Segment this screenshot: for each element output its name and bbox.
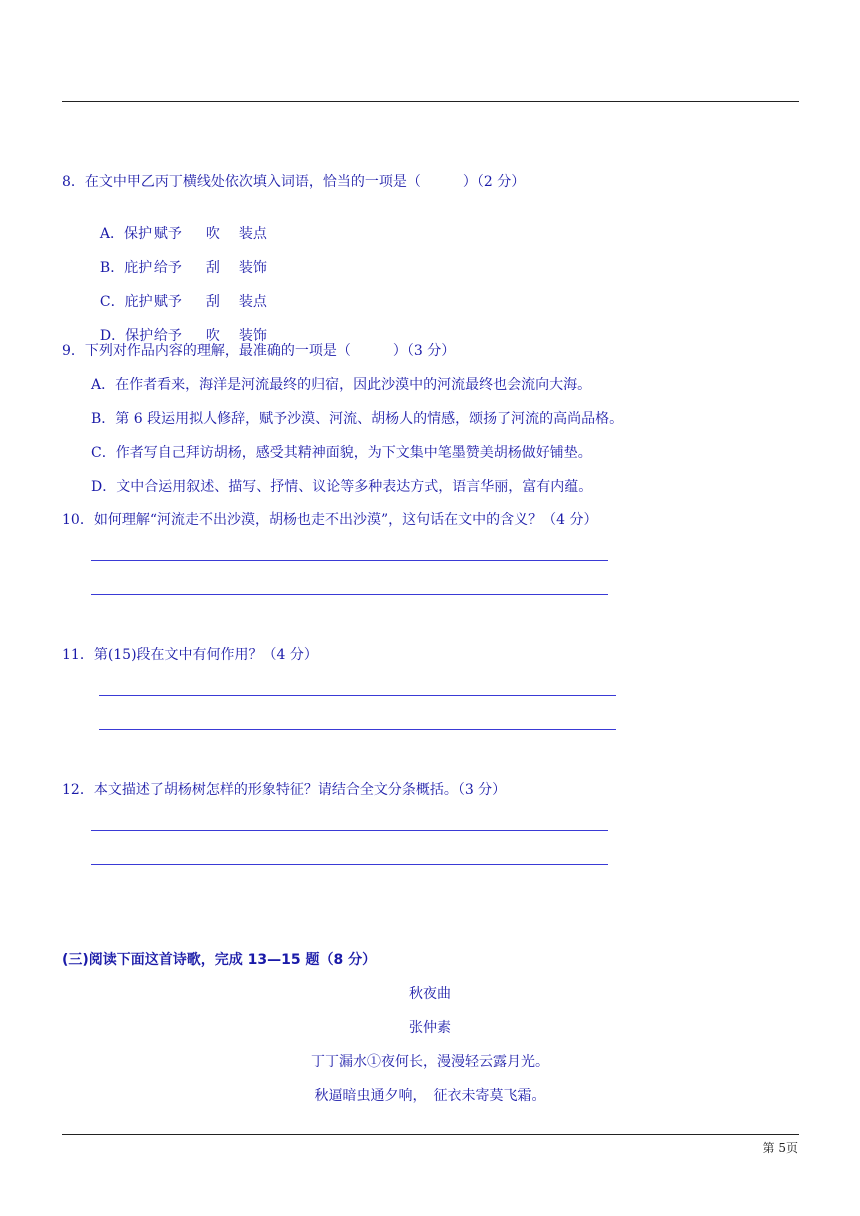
option-word: 装饰 bbox=[238, 260, 267, 276]
option-word: 装饰 bbox=[238, 328, 267, 344]
question-8-option-c[interactable] bbox=[91, 275, 267, 311]
question-11-stem: 11．第(15)段在文中有何作用？（4 分） bbox=[62, 647, 318, 663]
option-word: 装点 bbox=[238, 226, 267, 242]
poem-line-1: 丁丁漏水①夜何长，漫漫轻云露月光。 bbox=[311, 1054, 549, 1070]
answer-line[interactable] bbox=[99, 729, 616, 730]
question-8-option-a[interactable] bbox=[91, 207, 267, 243]
poem-title: 秋夜曲 bbox=[409, 986, 451, 1002]
option-word: 刮 bbox=[205, 294, 220, 310]
option-word: A．保护 bbox=[99, 226, 153, 242]
question-9-option-a[interactable]: A．在作者看来，海洋是河流最终的归宿，因此沙漠中的河流最终也会流向大海。 bbox=[91, 377, 592, 393]
answer-line[interactable] bbox=[91, 830, 608, 831]
option-word: 刮 bbox=[205, 260, 220, 276]
answer-line[interactable] bbox=[91, 864, 608, 865]
page-number: 第 5页 bbox=[762, 1141, 798, 1155]
answer-line[interactable] bbox=[91, 594, 608, 595]
footer-rule bbox=[62, 1134, 799, 1135]
question-12-stem: 12．本文描述了胡杨树怎样的形象特征？请结合全文分条概括。（3 分） bbox=[62, 782, 507, 798]
answer-line[interactable] bbox=[91, 560, 608, 561]
question-8-option-b[interactable] bbox=[91, 241, 267, 277]
question-9-option-b[interactable]: B．第 6 段运用拟人修辞，赋予沙漠、河流、胡杨人的情感，颂扬了河流的高尚品格。 bbox=[91, 411, 624, 427]
option-word: 吹 bbox=[205, 226, 220, 242]
section-heading: (三)阅读下面这首诗歌，完成 13—15 题（8 分） bbox=[62, 952, 377, 968]
option-word: D．保护 bbox=[99, 328, 154, 344]
poem-line-2: 秋逼暗虫通夕响， 征衣未寄莫飞霜。 bbox=[314, 1088, 546, 1104]
question-9-option-c[interactable]: C．作者写自己拜访胡杨，感受其精神面貌，为下文集中笔墨赞美胡杨做好铺垫。 bbox=[91, 445, 592, 461]
option-word: 给予 bbox=[153, 260, 182, 276]
question-9-option-d[interactable]: D．文中合运用叙述、描写、抒情、议论等多种表达方式，语言华丽，富有内蕴。 bbox=[91, 479, 593, 495]
answer-line[interactable] bbox=[99, 695, 616, 696]
option-word: C．庇护 bbox=[99, 294, 153, 310]
option-word: 赋予 bbox=[153, 226, 182, 242]
option-word: 装点 bbox=[238, 294, 267, 310]
option-word: 给予 bbox=[153, 328, 182, 344]
question-9-stem: 9．下列对作品内容的理解，最准确的一项是（ ）（3 分） bbox=[62, 343, 456, 359]
question-8-option-d[interactable] bbox=[91, 309, 267, 345]
poem-author: 张仲素 bbox=[409, 1020, 451, 1036]
option-word: 赋予 bbox=[153, 294, 182, 310]
question-8-stem: 8．在文中甲乙丙丁横线处依次填入词语，恰当的一项是（ ）（2 分） bbox=[62, 174, 526, 190]
option-word: B．庇护 bbox=[99, 260, 153, 276]
option-word: 吹 bbox=[205, 328, 220, 344]
header-rule bbox=[62, 101, 799, 102]
question-10-stem: 10．如何理解“河流走不出沙漠，胡杨也走不出沙漠”，这句话在文中的含义？（4 分） bbox=[62, 512, 598, 528]
